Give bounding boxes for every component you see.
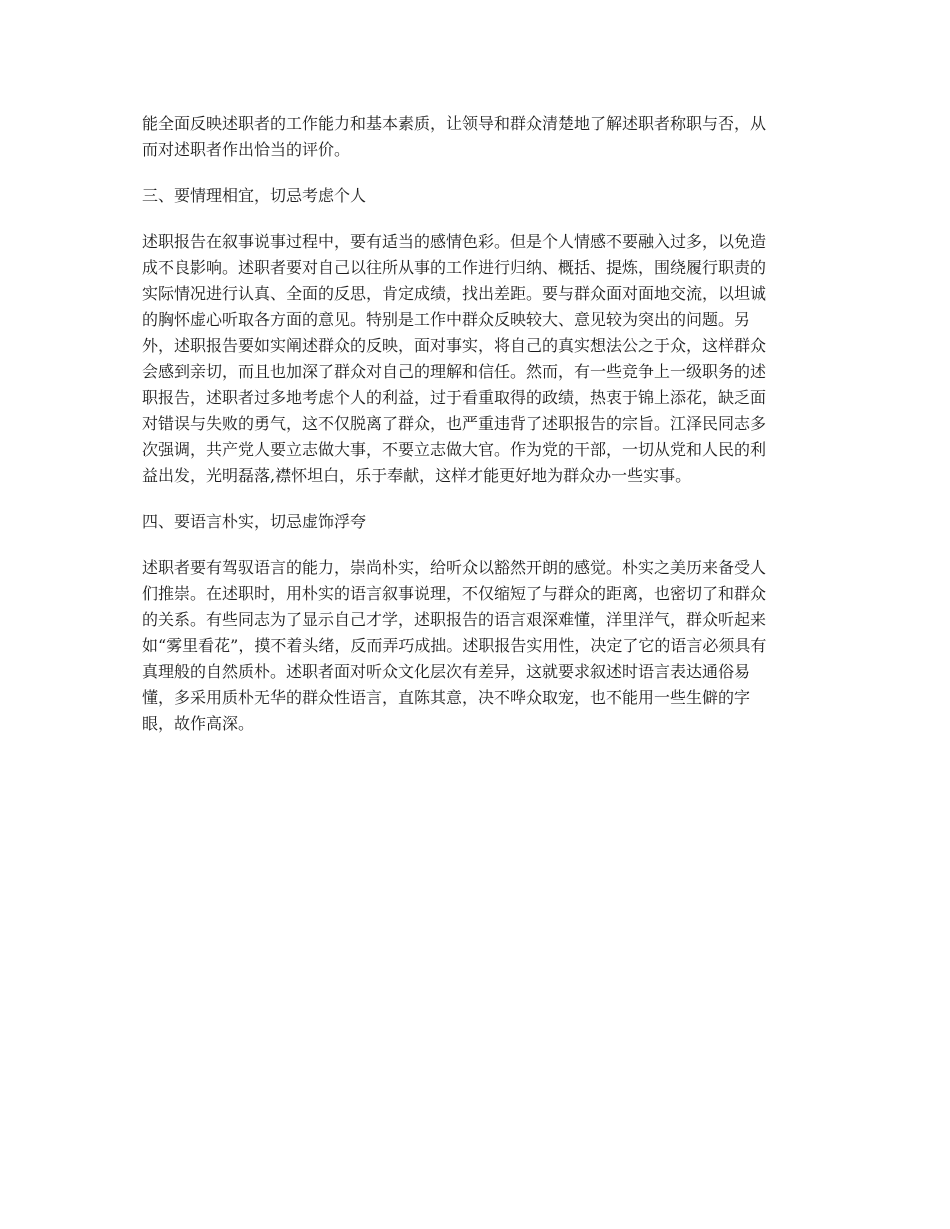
section-heading-3: 三、要情理相宜，切忌考虑个人	[142, 186, 367, 205]
paragraph-section-3: 述职报告在叙事说事过程中，要有适当的感情色彩。但是个人情感不要融入过多，以免造 成不良影响。述职者要对自己以往所从事的工作进行归纳、概括、提炼，围绕履行职责的 实际情况进行认真、全面的反思，肯定成绩，找出差距。要与群众面对面地交流，以坦诚 的胸怀虚心听取各方面的意见。特别是工作中群众反映较大、意见较为突出的问题。另 外，述职报告要如实阐述群众的反映，面对事实，将自己的真实想法公之于众，这样群众 会感到亲切，而且也加深了群众对自己的理解和信任。然而，有一些竞争上一级职务的述 职报告，述职者过多地考虑个人的利益，过于看重取得的政绩，热衷于锦上添花，缺乏面 对错误与失败的勇气，这不仅脱离了群众，也严重违背了述职报告的宗旨。江泽民同志多 次强调，共产党人要立志做大事，不要立志做大官。作为党的干部，一切从党和人民的利 益出发，光明磊落,襟怀坦白，乐于奉献，这样才能更好地为群众办一些实事。	[142, 232, 767, 485]
paragraph-section-4: 述职者要有驾驭语言的能力，崇尚朴实，给听众以豁然开朗的感觉。朴实之美历来备受人 们推崇。在述职时，用朴实的语言叙事说理，不仅缩短了与群众的距离，也密切了和群众 的关系。有些同志为了显示自己才学，述职报告的语言艰深难懂，洋里洋气，群众听起来 如“雾里看花”，摸不着头绪，反而弄巧成拙。述职报告实用性，决定了它的语言必须具有 真理般的自然质朴。述职者面对听众文化层次有差异，这就要求叙述时语言表达通俗易 懂，多采用质朴无华的群众性语言，直陈其意，决不哗众取宠，也不能用一些生僻的字 眼，故作高深。	[142, 558, 767, 733]
document-body	[142, 111, 810, 757]
section-heading-4: 四、要语言朴实，切忌虚饰浮夸	[142, 512, 367, 531]
paragraph-intro-continuation: 能全面反映述职者的工作能力和基本素质，让领导和群众清楚地了解述职者称职与否，从 而对述职者作出恰当的评价。	[142, 114, 767, 159]
